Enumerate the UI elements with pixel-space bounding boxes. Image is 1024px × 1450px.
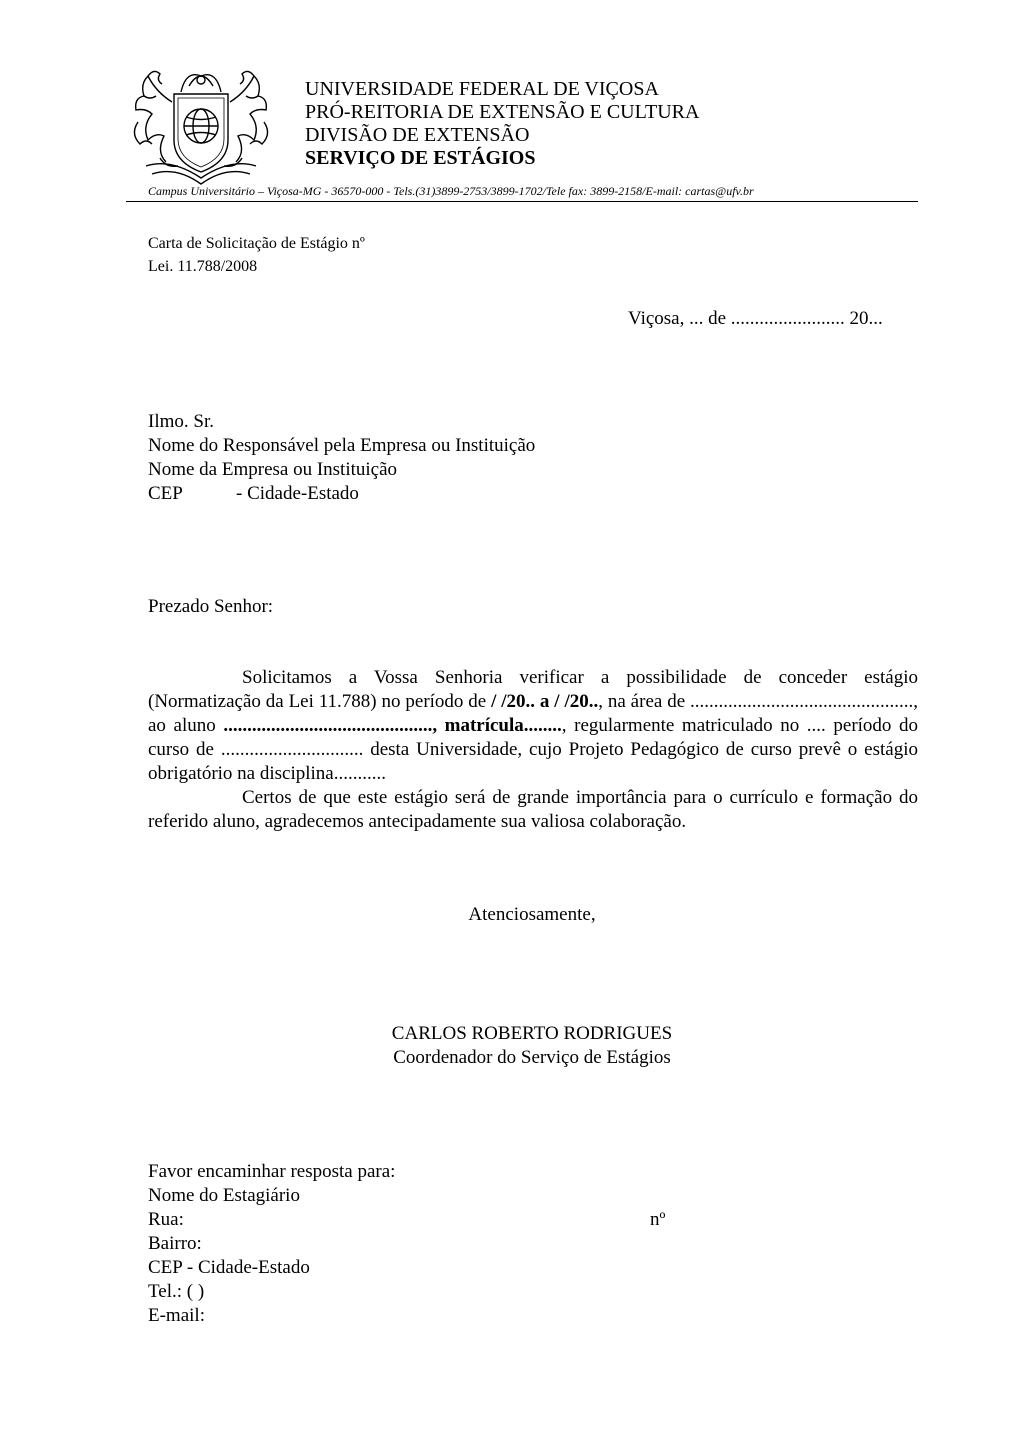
body-paragraph-1 xyxy=(148,666,918,786)
recipient-cep: CEP xyxy=(148,483,183,504)
letterhead-address: Campus Universitário – Viçosa-MG - 36570-000 - Tels.(31)3899-2753/3899-1702/Tele fax: 3899-2158/E-mail: cartas@ufv.br xyxy=(148,184,754,198)
reply-intro: Favor encaminhar resposta para: xyxy=(148,1161,396,1182)
university-name: UNIVERSIDADE FEDERAL DE VIÇOSA xyxy=(305,78,659,100)
divisao-name: DIVISÃO DE EXTENSÃO xyxy=(305,124,530,146)
date-line: Viçosa, ... de ........................ 20... xyxy=(628,308,883,329)
recipient-cep-row xyxy=(148,482,535,506)
closing: Atenciosamente, xyxy=(468,904,596,925)
signatory-name: CARLOS ROBERTO RODRIGUES xyxy=(391,1023,673,1044)
recipient-responsible: Nome do Responsável pela Empresa ou Instituição xyxy=(148,435,536,456)
letterhead xyxy=(305,78,699,170)
header-divider xyxy=(126,201,918,202)
reply-email: E-mail: xyxy=(148,1305,205,1326)
body-p1-text-c: , regularmente matriculado no .... período do curso de .............................. desta Universidade, cujo Projeto Pedagógico de curso prevê o estágio obrigatório na disciplina........... xyxy=(148,715,918,784)
reply-street: Rua: xyxy=(148,1209,184,1230)
body-p1-text-b: , na área de ..............................................., ao aluno xyxy=(148,691,918,736)
servico-name: SERVIÇO DE ESTÁGIOS xyxy=(305,147,536,169)
pro-reitoria-name: PRÓ-REITORIA DE EXTENSÃO E CULTURA xyxy=(305,101,700,123)
recipient-company: Nome da Empresa ou Instituição xyxy=(148,459,398,480)
body-paragraph-2: Certos de que este estágio será de grande importância para o currículo e formação do referido aluno, agradecemos antecipadamente sua valiosa colaboração. xyxy=(148,787,918,832)
greeting: Prezado Senhor: xyxy=(148,596,274,617)
body-p1-text-a: Solicitamos a Vossa Senhoria verificar a possibilidade de conceder estágio (Normatização da Lei 11.788) no período de xyxy=(148,667,918,712)
reply-address-block xyxy=(148,1160,666,1328)
reply-intern-name: Nome do Estagiário xyxy=(148,1185,300,1206)
student-placeholder: ............................................, matrícula........ xyxy=(223,715,562,736)
reply-number: nº xyxy=(650,1209,666,1230)
recipient-city-state: - Cidade-Estado xyxy=(236,483,359,504)
letter-body xyxy=(148,666,918,834)
reply-phone: Tel.: ( ) xyxy=(148,1281,205,1302)
signatory-role: Coordenador do Serviço de Estágios xyxy=(393,1047,671,1068)
signature-block xyxy=(0,1022,1024,1070)
recipient-block xyxy=(148,410,535,506)
reply-cep-city: CEP - Cidade-Estado xyxy=(148,1257,310,1278)
reply-district: Bairro: xyxy=(148,1233,202,1254)
ufv-coat-of-arms-logo xyxy=(126,62,276,188)
period-dates: / /20.. a / /20.. xyxy=(491,691,599,712)
law-reference: Lei. 11.788/2008 xyxy=(148,258,258,275)
recipient-salutation: Ilmo. Sr. xyxy=(148,411,214,432)
letter-title: Carta de Solicitação de Estágio nº xyxy=(148,235,365,252)
letter-reference xyxy=(148,232,365,278)
reply-street-row xyxy=(148,1208,666,1232)
